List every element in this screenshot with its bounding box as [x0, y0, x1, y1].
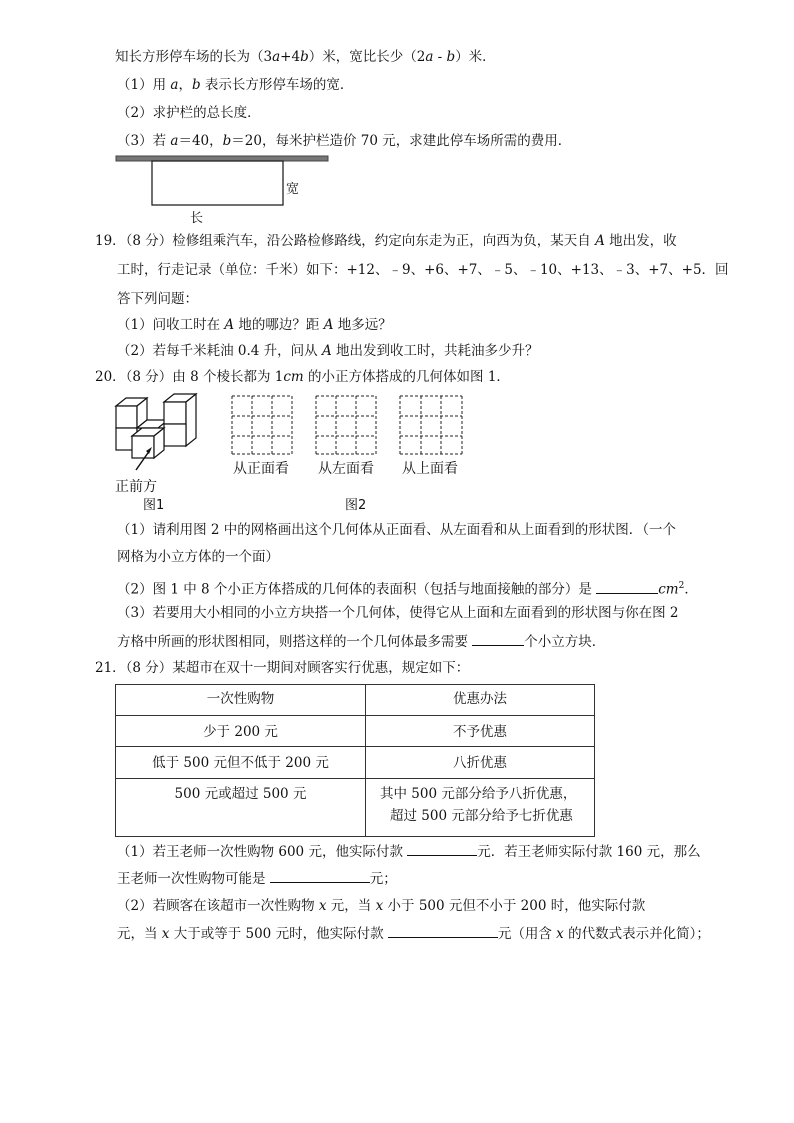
grid-left: [316, 396, 376, 454]
table-cell: 500 元或超过 500 元: [116, 779, 366, 837]
fig2-caption: 图2: [345, 498, 367, 513]
view-left-label: 从左面看: [318, 461, 374, 477]
table-row: [116, 779, 595, 837]
answer-blank-surface-area[interactable]: [596, 580, 658, 594]
q20-part2: （2）图 1 中 8 个小正方体搭成的几何体的表面积（包括与地面接触的部分）是 $cm^2$．: [117, 581, 698, 598]
q20-part3-line2: 方格中所画的形状图相同，则搭这样的一个几何体最多需要 个小立方块．: [117, 634, 606, 650]
table-cell: 其中 500 元部分给予八折优惠， 超过 500 元部分给予七折优惠: [366, 779, 595, 837]
view-front-label: 从正面看: [233, 461, 289, 477]
table-header: 一次性购物: [116, 685, 366, 716]
grid-front: [232, 396, 292, 454]
discount-table: [115, 684, 595, 837]
q21-part1-line2: 王老师一次性购物可能是 元；: [117, 871, 397, 887]
q20-part1-line2: 网格为小立方体的一个面）: [117, 549, 279, 565]
table-header: 优惠办法: [366, 685, 595, 716]
q19-part1: （1）问收工时在 A 地的哪边？距 A 地多远？: [117, 317, 392, 333]
fence-bar: [116, 156, 328, 161]
q19-line1: 19．（8 分）检修组乘汽车，沿公路检修路线，约定向东走为正，向西为负，某天自 A 地出发，收: [95, 233, 677, 249]
table-cell: 不予优惠: [366, 716, 595, 747]
table-cell: 少于 200 元: [116, 716, 366, 747]
q21-part1-line1: （1）若王老师一次性购物 600 元，他实际付款 元．若王老师实际付款 160 元，那么: [117, 844, 701, 860]
width-label: 宽: [286, 182, 300, 197]
answer-blank-expression[interactable]: [388, 924, 498, 938]
q20-part3-line1: （3）若要用大小相同的小立方块搭一个几何体，使得它从上面和左面看到的形状图与你在图 2: [117, 605, 679, 621]
table-row: [116, 747, 595, 779]
q20-part1-line1: （1）请利用图 2 中的网格画出这个几何体从正面看、从左面看和从上面看到的形状图．（一个: [117, 522, 677, 538]
front-direction-label: 正前方: [115, 479, 157, 495]
q19-line3: 答下列问题：: [117, 291, 198, 307]
q21-intro: 21．（8 分）某超市在双十一期间对顾客实行优惠，规定如下：: [95, 660, 470, 676]
length-label: 长: [190, 211, 204, 226]
answer-blank-payment[interactable]: [407, 842, 477, 856]
table-row: [116, 716, 595, 747]
table-cell: 低于 500 元但不低于 200 元: [116, 747, 366, 779]
q18-intro: 知长方形停车场的长为（3a+4b）米，宽比长少（2a - b）米．: [115, 49, 496, 65]
q20-line1: 20．（8 分）由 8 个棱长都为 1cm 的小正方体搭成的几何体如图 1．: [95, 369, 510, 385]
view-grids: [230, 394, 468, 456]
table-header-row: [116, 685, 595, 716]
q21-part2-line2: 元，当 x 大于或等于 500 元时，他实际付款 元（用含 x 的代数式表示并化简）；: [117, 926, 710, 942]
q18-part3: （3）若 a＝40，b＝20，每米护栏造价 70 元，求建此停车场所需的费用．: [117, 133, 572, 149]
fig1-caption: 图1: [143, 498, 165, 513]
answer-blank-purchase[interactable]: [270, 869, 370, 883]
q21-part2-line1: （2）若顾客在该超市一次性购物 x 元，当 x 小于 500 元但不小于 200 时，他实际付款: [117, 898, 646, 914]
q19-part2: （2）若每千米耗油 0.4 升，问从 A 地出发到收工时，共耗油多少升？: [117, 343, 539, 359]
answer-blank-max-cubes[interactable]: [472, 632, 524, 646]
table-cell: 八折优惠: [366, 747, 595, 779]
q19-line2: 工时，行走记录（单位：千米）如下：+12、﹣9、+6、+7、﹣5、﹣10、+13、﹣3、+7、+5．回: [117, 262, 729, 278]
q18-part1: （1）用 a，b 表示长方形停车场的宽．: [117, 77, 354, 93]
view-top-label: 从上面看: [402, 461, 458, 477]
grid-top: [400, 396, 462, 454]
cube-figure-1: [112, 392, 212, 474]
parking-rectangle: [152, 161, 283, 205]
parking-lot-figure: [110, 152, 340, 224]
q18-part2: （2）求护栏的总长度．: [117, 105, 261, 121]
